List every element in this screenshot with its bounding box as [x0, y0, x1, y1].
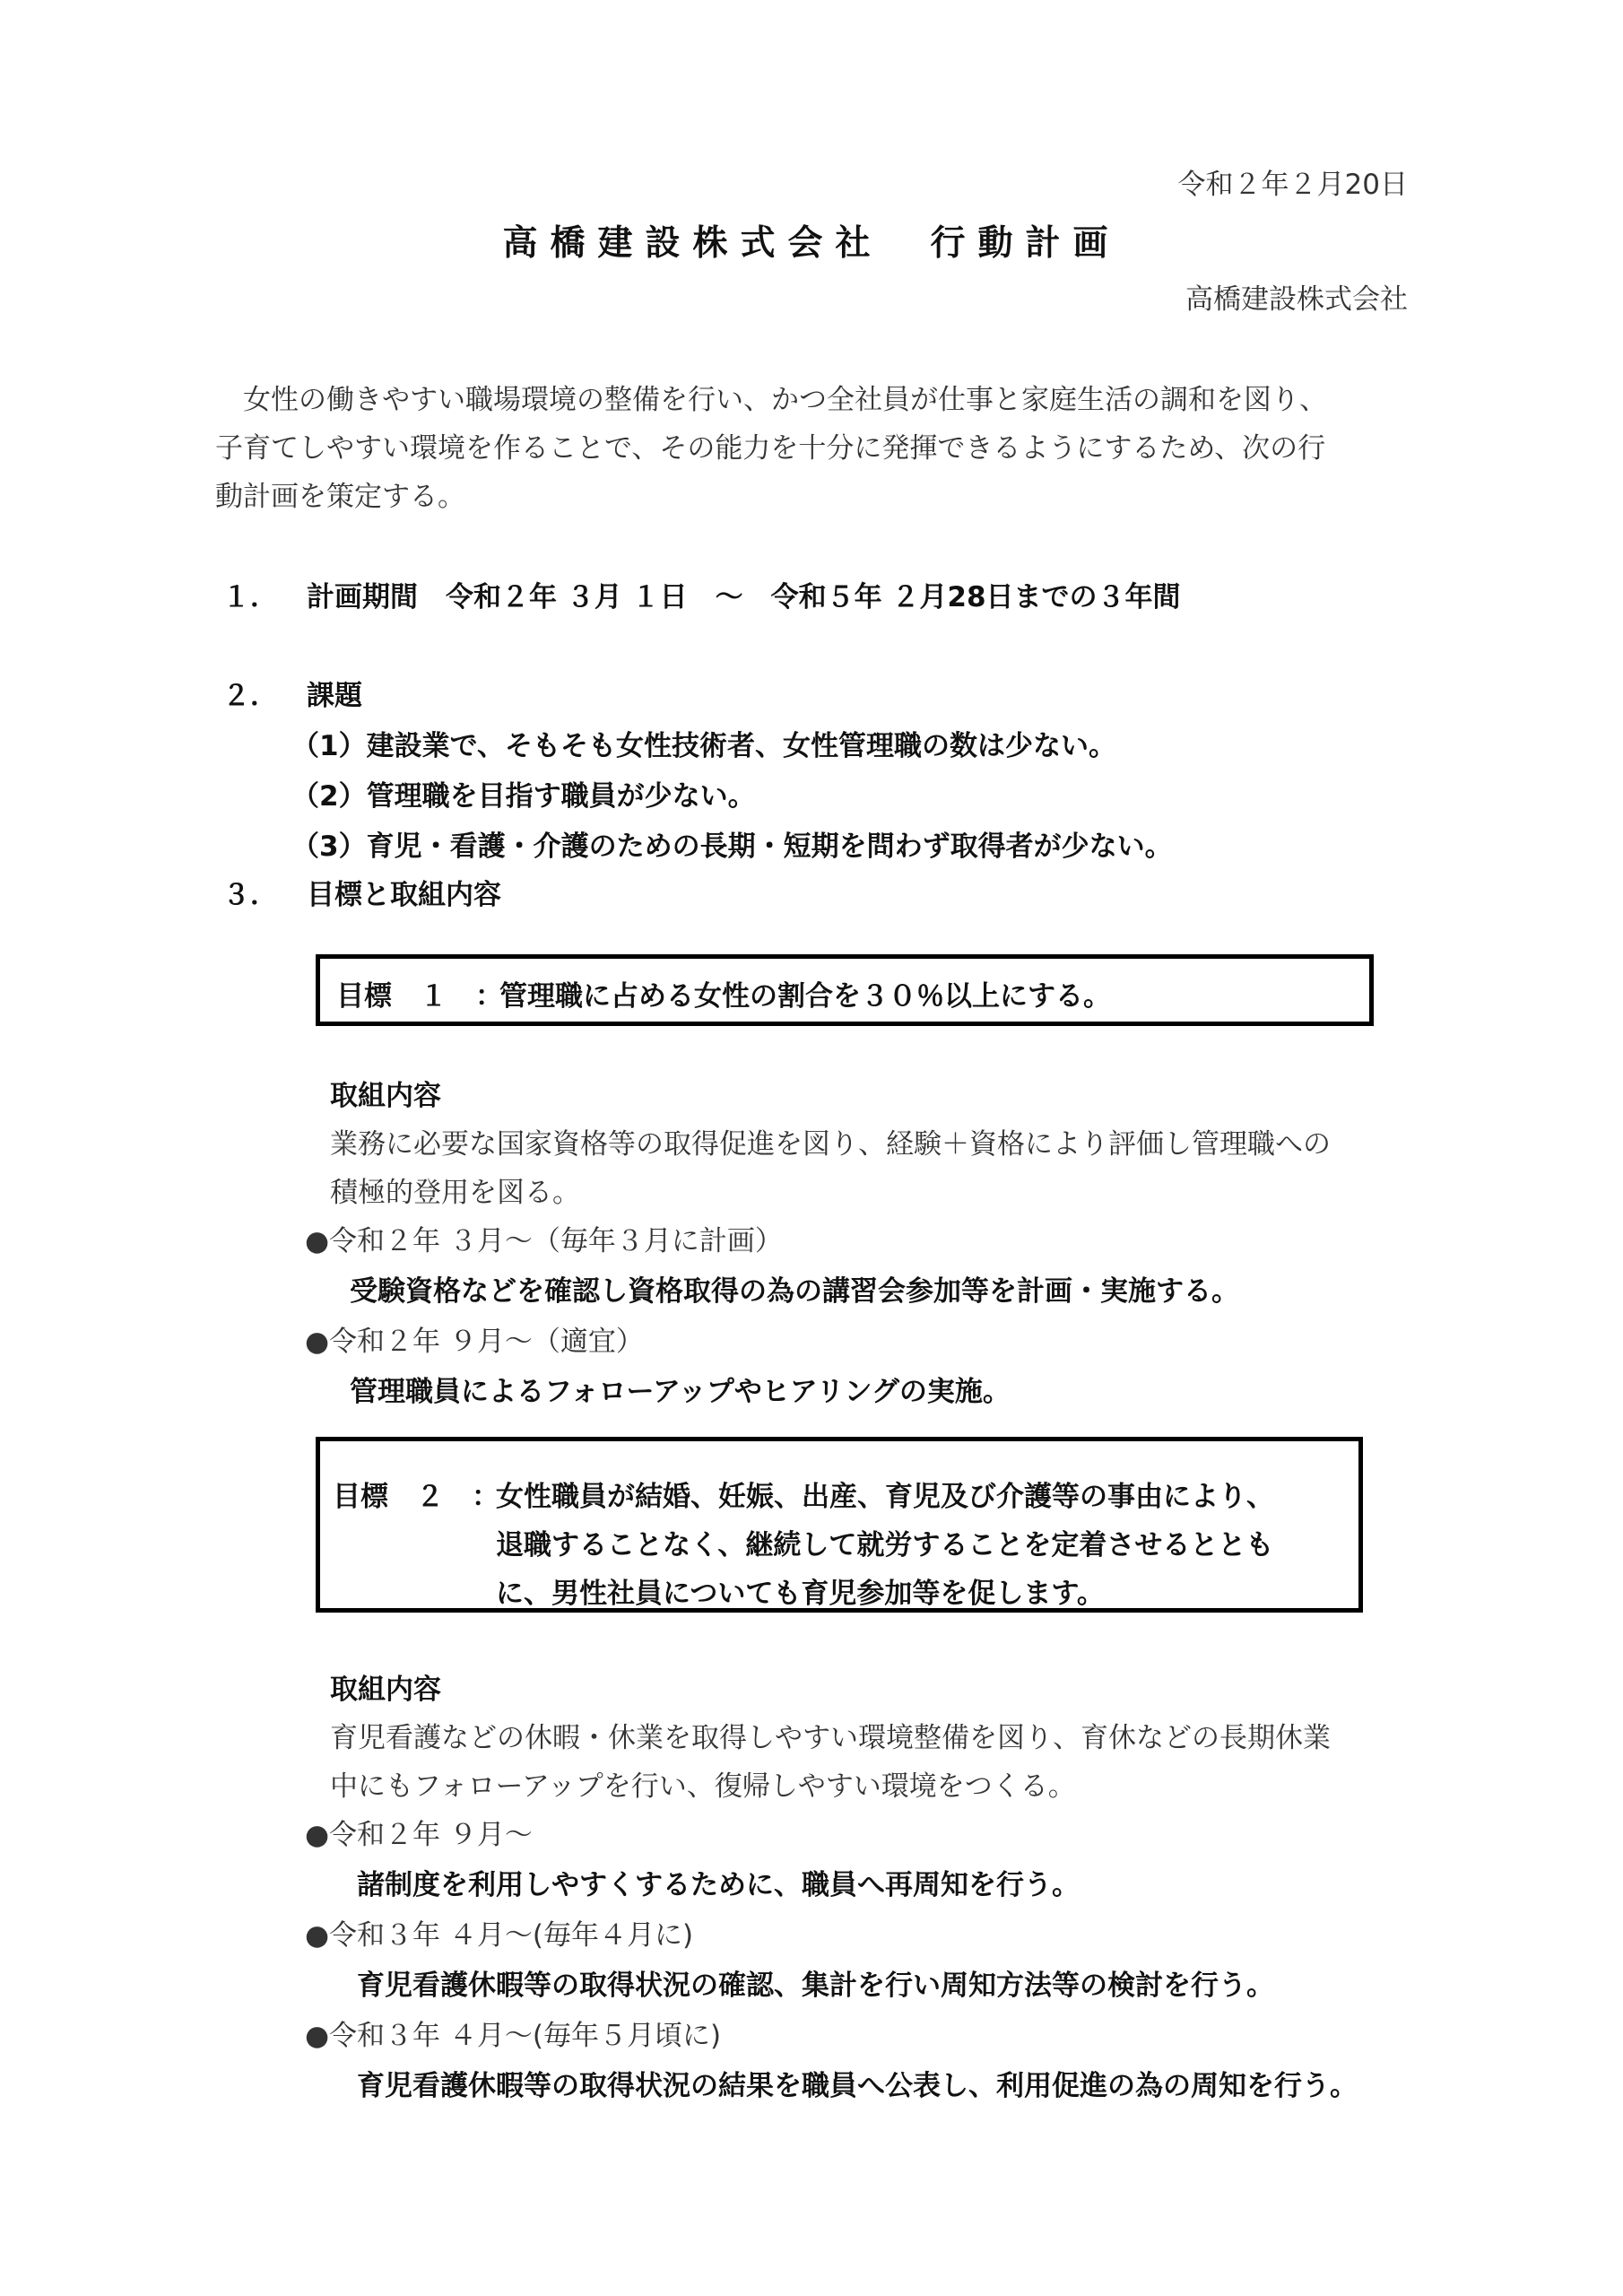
goal-1-text: 管理職に占める女性の割合を３０％以上にする。: [499, 980, 1111, 1013]
goal-1-action-text: 管理職員によるフォローアップやヒアリングの実施。: [350, 1376, 1011, 1408]
goal-2-text-line: に、男性社員についても育児参加等を促します。: [496, 1578, 1105, 1610]
goal-1-box: [316, 954, 1374, 1026]
section-3-number: ３．: [222, 879, 278, 911]
goal-2-actions-heading: 取組内容: [330, 1674, 441, 1706]
document-date: 令和２年２月20日: [1177, 169, 1408, 201]
goal-1-schedule-item: ●令和２年 ９月～（適宜）: [305, 1326, 644, 1358]
goal-2-schedule-item: ●令和２年 ９月～: [305, 1819, 533, 1851]
goal-1-actions-heading: 取組内容: [330, 1080, 441, 1112]
goal-2-action-text: 育児看護休暇等の取得状況の確認、集計を行い周知方法等の検討を行う。: [357, 1970, 1274, 2002]
goal-2-action-text: 諸制度を利用しやすくするために、職員へ再周知を行う。: [357, 1869, 1080, 1901]
section-3-heading: 目標と取組内容: [307, 879, 501, 911]
goal-2-box: [316, 1437, 1363, 1613]
section-2-heading: 課題: [307, 680, 362, 712]
issue-item: （1）建設業で、そもそも女性技術者、女性管理職の数は少ない。: [291, 730, 1116, 762]
goal-1-action-text: 受験資格などを確認し資格取得の為の講習会参加等を計画・実施する。: [350, 1275, 1239, 1308]
intro-line: 動計画を策定する。: [215, 481, 465, 513]
issue-item: （3）育児・看護・介護のための長期・短期を問わず取得者が少ない。: [291, 831, 1173, 863]
goal-2-label: 目標 ２ ：: [333, 1481, 499, 1513]
goal-2-text-line: 退職することなく、継続して就労することを定着させるととも: [496, 1529, 1274, 1561]
goal-2-text-line: 女性職員が結婚、妊娠、出産、育児及び介護等の事由により、: [496, 1481, 1274, 1513]
company-name: 高橋建設株式会社: [1185, 283, 1408, 316]
document-title: 高橋建設株式会社 行動計画: [502, 223, 1121, 264]
plan-period: 計画期間 令和２年 ３月 １日 ～ 令和５年 ２月28日までの３年間: [307, 581, 1181, 613]
intro-line: 女性の働きやすい職場環境の整備を行い、かつ全社員が仕事と家庭生活の調和を図り、: [215, 384, 1327, 416]
goal-2-actions-body: 中にもフォローアップを行い、復帰しやすい環境をつくる。: [330, 1770, 1076, 1803]
section-2-number: ２．: [222, 680, 278, 712]
goal-1-schedule-item: ●令和２年 ３月～（毎年３月に計画）: [305, 1225, 783, 1257]
goal-1-actions-body: 積極的登用を図る。: [330, 1177, 580, 1209]
goal-1-label: 目標 １ ：: [336, 980, 503, 1013]
goal-2-schedule-item: ●令和３年 ４月～(毎年４月に): [305, 1919, 694, 1952]
goal-2-actions-body: 育児看護などの休暇・休業を取得しやすい環境整備を図り、育休などの長期休業: [330, 1722, 1331, 1754]
intro-line: 子育てしやすい環境を作ることで、その能力を十分に発揮できるようにするため、次の行: [215, 432, 1326, 465]
goal-2-action-text: 育児看護休暇等の取得状況の結果を職員へ公表し、利用促進の為の周知を行う。: [357, 2070, 1358, 2102]
section-1-number: １．: [222, 581, 278, 613]
goal-2-schedule-item: ●令和３年 ４月～(毎年５月頃に): [305, 2020, 722, 2052]
issue-item: （2）管理職を目指す職員が少ない。: [291, 780, 756, 813]
goal-1-actions-body: 業務に必要な国家資格等の取得促進を図り、経験＋資格により評価し管理職への: [330, 1128, 1331, 1161]
